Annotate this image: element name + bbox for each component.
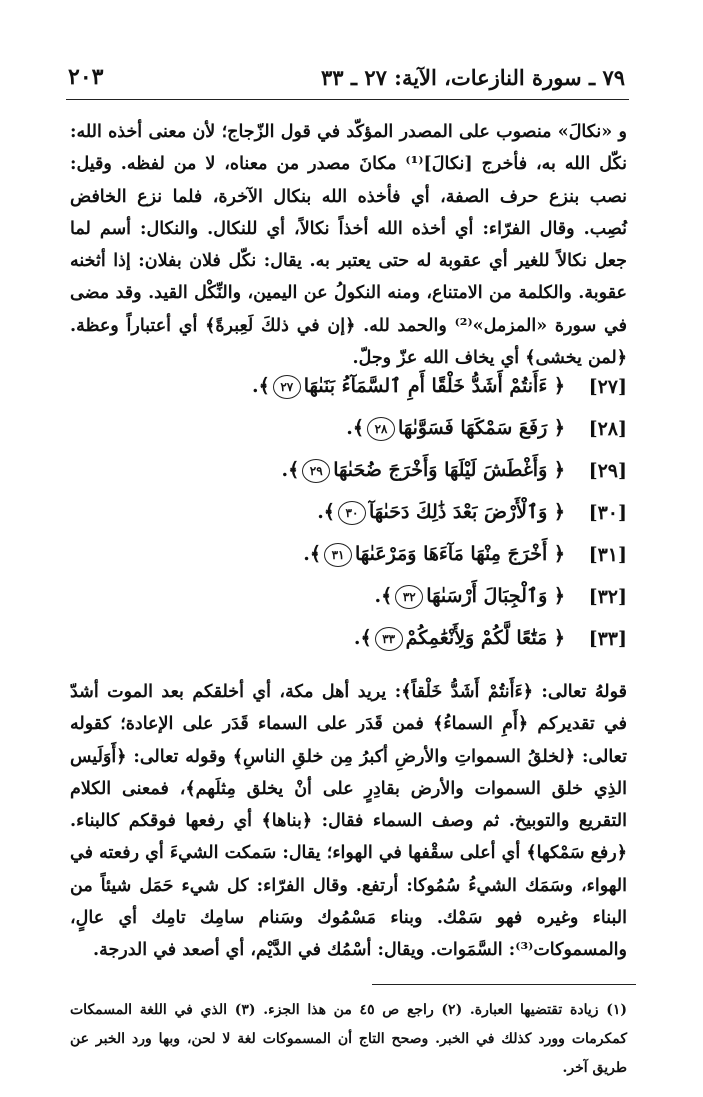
verse-line [70, 576, 627, 618]
verse-number: [٣١] [588, 544, 627, 566]
verse-text: ﴿ رَفَعَ سَمْكَهَا فَسَوَّىٰهَا٢٨﴾. [346, 417, 565, 439]
verse-text: ﴿ وَٱلْجِبَالَ أَرْسَىٰهَا٣٢﴾. [374, 585, 565, 607]
page-number: ٢٠٣ [68, 64, 104, 90]
verse-number: [٢٨] [588, 418, 627, 440]
commentary-text: و «نكالَ» منصوب على المصدر المؤكّد في قول الزّجاج؛ لأن معنى أخذه الله: نكّل الله به، فأخرج [نكالَ]⁽¹⁾ مكانَ مصدر من معناه، لا من لفظه. وقيل: نصب بنزع حرف الصفة، أي فأخذه الله بنكال الآخرة، فلما نزع الخافض نُصِب. وقال الفرّاء: أي أخذه الله أخذاً نكالاً، أي للنكال. والنكال: أسم لما جعل نكالاً للغير أي عقوبة له حتى يعتبر به. يقال: نكّل فلان بفلان: إذا أثخنه عقوبة. والكلمة من الامتناع، ومنه النكولُ عن اليمين، والنِّكْل القيد. وقد مضى في سورة «المزمل»⁽²⁾ والحمد لله. ﴿إن في ذلكَ لَعِبرةً﴾ أي أعتباراً وعظة. ﴿لمن يخشى﴾ أي يخاف الله عزّ وجلّ. [70, 122, 627, 369]
verse-text: ﴿ أَخْرَجَ مِنْهَا مَآءَهَا وَمَرْعَىٰهَا٣١﴾. [303, 543, 565, 565]
verse-text: ﴿ وَأَغْطَشَ لَيْلَهَا وَأَخْرَجَ ضُحَىٰهَا٢٩﴾. [281, 459, 565, 481]
verse-line [70, 408, 627, 450]
verse-number: [٣٢] [588, 586, 627, 608]
header-rule [66, 99, 629, 100]
verse-number: [٣٣] [588, 628, 627, 650]
footnotes [70, 996, 627, 1083]
verse-number: [٢٩] [588, 460, 627, 482]
verse-line [70, 492, 627, 534]
verse-text: ﴿ ءَأَنتُمْ أَشَدُّ خَلْقًا أَمِ ٱلسَّمَآءُ بَنَىٰهَا٢٧﴾. [252, 375, 565, 397]
verse-number: [٣٠] [588, 502, 627, 524]
verse-line [70, 450, 627, 492]
verse-line [70, 618, 627, 660]
ayah-marker: ٣٢ [395, 585, 423, 609]
commentary-paragraph-2 [70, 676, 627, 967]
verse-number: [٢٧] [588, 376, 627, 398]
verse-line [70, 366, 627, 408]
commentary-text: قولهُ تعالى: ﴿ءَأَنتُمْ أَشَدُّ خَلْقاً﴾: يريد أهل مكة، أي أخلقكم بعد الموت أشدّ في تقديركم ﴿أَمِ السماءُ﴾ فمن قَدَر على السماء قَدَر على الإعادة؛ كقوله تعالى: ﴿لخلقُ السمواتِ والأرضِ أكبرُ مِن خلقِ الناسِ﴾ وقوله تعالى: ﴿أَوَلَيس الذِي خلق السموات والأرض بقادِرٍ على أنْ يخلق مِثلَهم﴾، فمعنى الكلام التقريع والتوبيخ. ثم وصف السماء فقال: ﴿بناها﴾ أي رفعها فوقكم كالبناء. ﴿رفع سَمْكها﴾ أي أعلى سقْفها في الهواء؛ يقال: سَمكت الشيءَ أي رفعته في الهواء، وسَمَك الشيءُ سُمُوكا: أرتفع. وقال الفرّاء: كل شيء حَمَل شيئاً من البناء وغيره فهو سَمْك. وبناء مَسْمُوك وسَنام سامِك تامِك أي عالٍ، والمسموكات⁽³⁾: السَّمَوات. ويقال: أسْمُك في الدَّيْم، أي أصعد في الدرجة. [70, 682, 628, 961]
footnote-rule [372, 984, 636, 985]
ayah-marker: ٣٣ [375, 627, 403, 651]
ayah-marker: ٢٧ [273, 375, 301, 399]
verse-line [70, 534, 627, 576]
ayah-marker: ٢٩ [302, 459, 330, 483]
verses-block [70, 366, 627, 660]
verse-text: ﴿ مَتَٰعًا لَّكُمْ وَلِأَنْعَٰمِكُمْ٣٣﴾. [353, 627, 565, 649]
ayah-marker: ٢٨ [367, 417, 395, 441]
verse-text: ﴿ وَٱلْأَرْضَ بَعْدَ ذَٰلِكَ دَحَىٰهَآ٣٠﴾. [317, 501, 565, 523]
commentary-paragraph-1 [70, 116, 627, 374]
ayah-marker: ٣٠ [338, 501, 366, 525]
running-title: ٧٩ ـ سورة النازعات، الآية: ٢٧ ـ ٣٣ [320, 65, 625, 90]
ayah-marker: ٣١ [324, 543, 352, 567]
page-header [68, 64, 625, 90]
footnote-text: (١) زيادة تقتضيها العبارة. (٢) راجع ص ٤٥ من هذا الجزء. (٣) الذي في اللغة المسمكات كمكرمات وورد كذلك في الخبر. وصحح التاج أن المسموكات لغة لا لحن، وبها ورد الخبر عن طريق آخر. [70, 1002, 627, 1076]
